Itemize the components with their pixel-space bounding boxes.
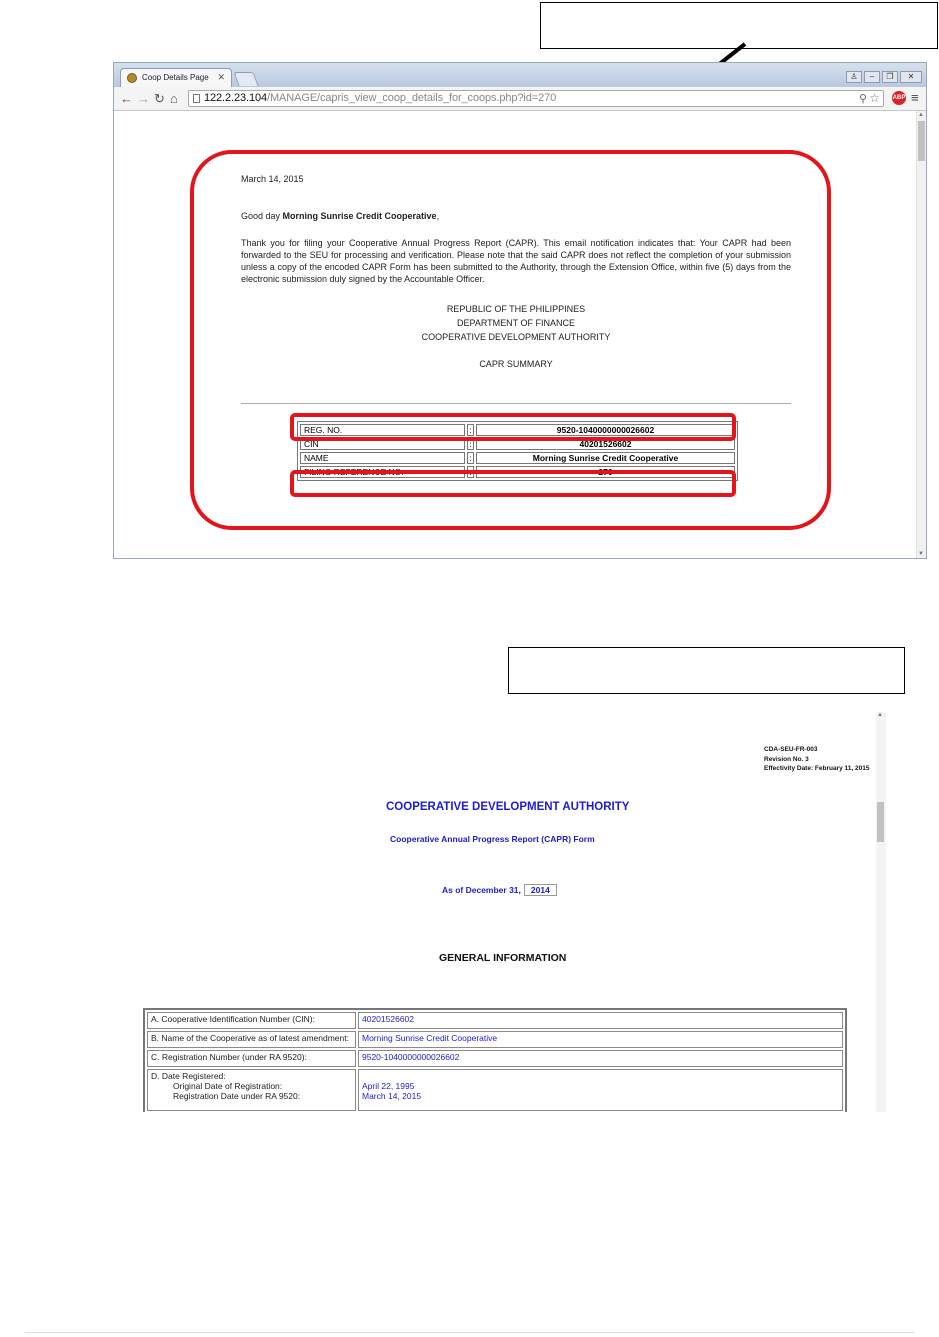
scroll-up-icon[interactable]: ▲	[918, 112, 924, 118]
form-code-line-3: Effectivity Date: February 11, 2015	[764, 765, 870, 772]
email-date: March 14, 2015	[241, 174, 304, 184]
tab-strip	[114, 63, 926, 87]
summary-label: REG. NO.	[300, 424, 465, 436]
callout-box-bottom	[508, 647, 905, 694]
form-code-line-2: Revision No. 3	[764, 755, 809, 763]
scroll-thumb[interactable]	[918, 121, 925, 161]
table-row	[147, 1069, 843, 1111]
home-icon[interactable]: ⌂	[170, 91, 178, 106]
reload-icon[interactable]: ↻	[154, 91, 165, 106]
as-of-label: As of December 31,	[442, 885, 521, 895]
header-line-1: REPUBLIC OF THE PHILIPPINES	[446, 303, 586, 314]
summary-value: 9520-1040000000026602	[476, 424, 735, 436]
summary-value: 40201526602	[476, 438, 735, 450]
url-host: 122.2.23.104	[204, 92, 268, 104]
summary-title: CAPR SUMMARY	[479, 358, 553, 369]
url-path: /MANAGE/capris_view_coop_details_for_coops.php?id=270	[267, 92, 557, 104]
summary-label: FILING REFERENCE NO.	[300, 466, 465, 478]
tab-title: Coop Details Page	[142, 73, 209, 82]
adblock-extension-icon[interactable]: ABP	[892, 91, 906, 105]
forward-arrow-icon[interactable]: →	[137, 91, 150, 106]
new-tab-button[interactable]	[233, 72, 258, 86]
page-footer-line	[25, 1332, 915, 1333]
header-line-3: COOPERATIVE DEVELOPMENT AUTHORITY	[421, 332, 611, 343]
minimize-icon[interactable]: –	[864, 71, 880, 83]
back-arrow-icon[interactable]: ←	[120, 91, 133, 106]
bookmark-star-icon[interactable]: ☆	[869, 91, 880, 105]
window-close-icon[interactable]: ✕	[900, 71, 922, 83]
summary-label: NAME	[300, 452, 465, 464]
summary-value: Morning Sunrise Credit Cooperative	[476, 452, 735, 464]
scroll-up-icon[interactable]: ▲	[877, 712, 883, 718]
summary-separator: :	[467, 466, 474, 478]
section-title: GENERAL INFORMATION	[439, 952, 567, 964]
original-date-value[interactable]: April 22, 1995	[362, 1081, 415, 1091]
cda-seal-icon	[127, 73, 137, 83]
summary-value: 270	[476, 466, 735, 478]
form-title: Cooperative Annual Progress Report (CAPR) Form	[390, 834, 595, 844]
url-text	[204, 92, 556, 104]
restore-icon[interactable]: ❐	[882, 71, 898, 83]
greeting-suffix: ,	[436, 211, 440, 222]
greeting-prefix: Good day	[241, 211, 283, 222]
greeting-coop-name: Morning Sunrise Credit Cooperative	[282, 211, 437, 222]
ra9520-date-label: Registration Date under RA 9520:	[173, 1091, 301, 1101]
ra9520-date-value[interactable]: March 14, 2015	[362, 1091, 422, 1101]
window-controls	[844, 66, 922, 80]
user-icon[interactable]: ♙	[846, 71, 862, 83]
menu-icon[interactable]: ≡	[911, 90, 919, 105]
form-code-line-1: CDA-SEU-FR-003	[764, 746, 818, 753]
page-scrollbar[interactable]	[916, 111, 926, 558]
capr-form-window	[137, 712, 886, 1112]
answer-cell[interactable]: 40201526602	[358, 1012, 843, 1029]
form-code	[764, 745, 870, 774]
question-cell: C. Registration Number (under RA 9520):	[147, 1050, 356, 1067]
highlight-filing-ref	[290, 470, 736, 497]
summary-separator: :	[467, 452, 474, 464]
summary-label: CIN	[300, 438, 465, 450]
question-cell	[147, 1069, 356, 1111]
zoom-icon[interactable]: ⚲	[858, 93, 867, 105]
header-line-2: DEPARTMENT OF FINANCE	[456, 318, 575, 329]
summary-separator: :	[467, 438, 474, 450]
table-row	[147, 1031, 843, 1048]
question-cell: A. Cooperative Identification Number (CIN):	[147, 1012, 356, 1029]
date-registered-label: D. Date Registered:	[151, 1071, 226, 1081]
tab-coop-details[interactable]	[120, 68, 232, 87]
form-scroll-thumb[interactable]	[877, 802, 884, 842]
page-icon	[193, 94, 200, 103]
email-body: Thank you for filing your Cooperative Annual Progress Report (CAPR). This email notification indicates that: Your CAPR had been forwarded to the SEU for processing and verification. Please note that the said CAPR does not reflect the completion of your submission unless a copy of the encoded CAPR Form has been submitted to the Authority, through the Extension Office, within five (5) days from the electronic submission duly signed by the Accountable Officer.	[241, 237, 791, 285]
answer-cell[interactable]: 9520-1040000000026602	[358, 1050, 843, 1067]
answer-cell	[358, 1069, 843, 1111]
form-scrollbar[interactable]	[876, 712, 886, 1112]
agency-title: COOPERATIVE DEVELOPMENT AUTHORITY	[386, 801, 630, 813]
close-icon[interactable]: ✕	[217, 72, 225, 82]
as-of-date	[442, 884, 557, 896]
address-bar[interactable]	[188, 90, 884, 107]
as-of-year-field[interactable]: 2014	[524, 884, 557, 896]
highlight-reg-no	[290, 413, 736, 441]
scroll-down-icon[interactable]: ▼	[918, 551, 924, 557]
table-row	[147, 1012, 843, 1029]
general-info-table	[143, 1008, 847, 1112]
original-date-label: Original Date of Registration:	[173, 1081, 283, 1091]
answer-cell[interactable]: Morning Sunrise Credit Cooperative	[358, 1031, 843, 1048]
browser-toolbar	[114, 87, 926, 111]
question-cell: B. Name of the Cooperative as of latest amendment:	[147, 1031, 356, 1048]
summary-separator: :	[467, 424, 474, 436]
table-row	[147, 1050, 843, 1067]
